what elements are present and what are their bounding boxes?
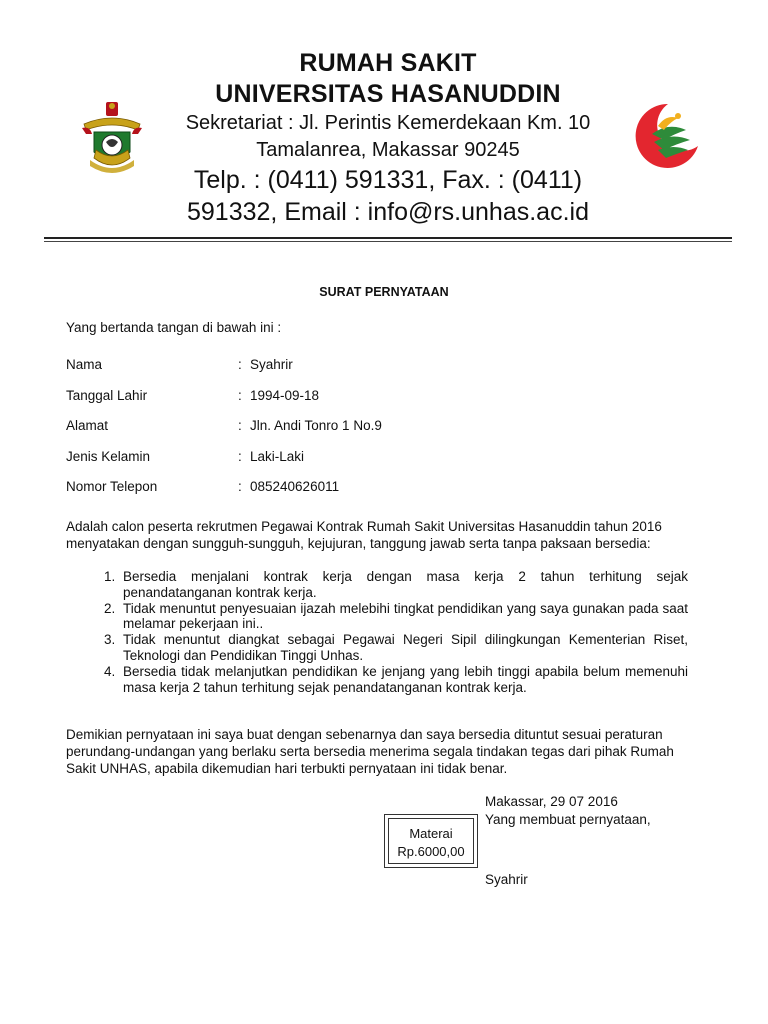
field-colon: : [238, 357, 242, 372]
letterhead-rule [44, 237, 732, 239]
stamp-value: Rp.6000,00 [397, 844, 465, 859]
field-row-name [66, 357, 686, 388]
field-value: 085240626011 [250, 479, 340, 494]
duty-stamp-inner [388, 818, 474, 864]
field-row-birth-date [66, 388, 686, 419]
list-item-number: 1. [104, 569, 116, 584]
list-item-number: 4. [104, 663, 116, 679]
field-row-gender [66, 449, 686, 480]
place-date: Makassar, 29 07 2016 [485, 794, 618, 809]
signer-name: Syahrir [485, 872, 528, 887]
field-colon: : [238, 387, 242, 403]
letterhead [150, 48, 626, 228]
document-title: SURAT PERNYATAAN [319, 285, 449, 299]
list-item [104, 569, 688, 601]
duty-stamp-box [384, 814, 478, 868]
list-item [104, 601, 688, 633]
list-item-text: Tidak menuntut penyesuaian ijazah melebihi tingkat pendidikan yang saya gunakan pada saat melamar pekerjaan ini.. [123, 600, 688, 632]
hospital-name-line1: RUMAH SAKIT [299, 49, 477, 77]
field-colon: : [238, 418, 242, 433]
field-label: Alamat [66, 418, 109, 433]
field-label: Jenis Kelamin [66, 448, 151, 464]
list-item-number: 2. [104, 600, 116, 616]
identity-fields [66, 357, 686, 510]
field-row-address [66, 418, 686, 449]
letterhead-rule-thin [44, 241, 732, 242]
intro-text: Yang bertanda tangan di bawah ini : [66, 320, 282, 335]
address-line2: Tamalanrea, Makassar 90245 [256, 139, 520, 161]
list-item-text: Tidak menuntut diangkat sebagai Pegawai Negeri Sipil dilingkungan Kementerian Riset, Teknologi dan Pendidikan Tinggi Unhas. [123, 632, 688, 663]
field-label: Nomor Telepon [66, 479, 158, 494]
field-label: Tanggal Lahir [66, 387, 148, 403]
field-colon: : [238, 448, 242, 464]
statement-list [104, 569, 688, 695]
closing-paragraph: Demikian pernyataan ini saya buat dengan sebenarnya dan saya bersedia dituntut sesuai peraturan perundang-undangan yang berlaku serta bersedia menerima segala tindakan tegas dari pihak Rumah Sakit UNHAS, apabila dikemudian hari terbukti pernyataan ini tidak benar. [66, 727, 674, 776]
declaration-paragraph: Adalah calon peserta rekrutmen Pegawai Kontrak Rumah Sakit Universitas Hasanuddin tahun 2016 menyatakan dengan sungguh-sungguh, kejujuran, tanggung jawab serta tanpa paksaan bersedia: [66, 519, 662, 551]
hospital-logo-icon [628, 100, 702, 172]
field-value: Jln. Andi Tonro 1 No.9 [250, 418, 382, 433]
list-item-text: Bersedia menjalani kontrak kerja dengan masa kerja 2 tahun terhitung sejak penandatanganan kontrak kerja. [123, 569, 688, 600]
field-value: 1994-09-18 [250, 387, 320, 403]
field-value: Laki-Laki [250, 448, 305, 464]
field-colon: : [238, 479, 242, 494]
hospital-name-line2: UNIVERSITAS HASANUDDIN [215, 80, 561, 108]
stamp-label: Materai [409, 826, 453, 841]
university-crest-icon [80, 98, 144, 176]
field-row-phone [66, 479, 686, 510]
contact-line2: 591332, Email : info@rs.unhas.ac.id [187, 198, 589, 226]
address-line1: Sekretariat : Jl. Perintis Kemerdekaan Km. 10 [185, 112, 591, 134]
list-item-number: 3. [104, 632, 116, 648]
list-item-text: Bersedia tidak melanjutkan pendidikan ke jenjang yang lebih tinggi apabila belum memenuhi masa kerja 2 tahun terhitung sejak penandatanganan kontrak kerja. [123, 663, 688, 695]
contact-line1: Telp. : (0411) 591331, Fax. : (0411) [193, 166, 583, 194]
field-label: Nama [66, 357, 103, 372]
list-item [104, 664, 688, 696]
list-item [104, 632, 688, 664]
signer-title: Yang membuat pernyataan, [485, 812, 651, 827]
field-value: Syahrir [250, 357, 293, 372]
